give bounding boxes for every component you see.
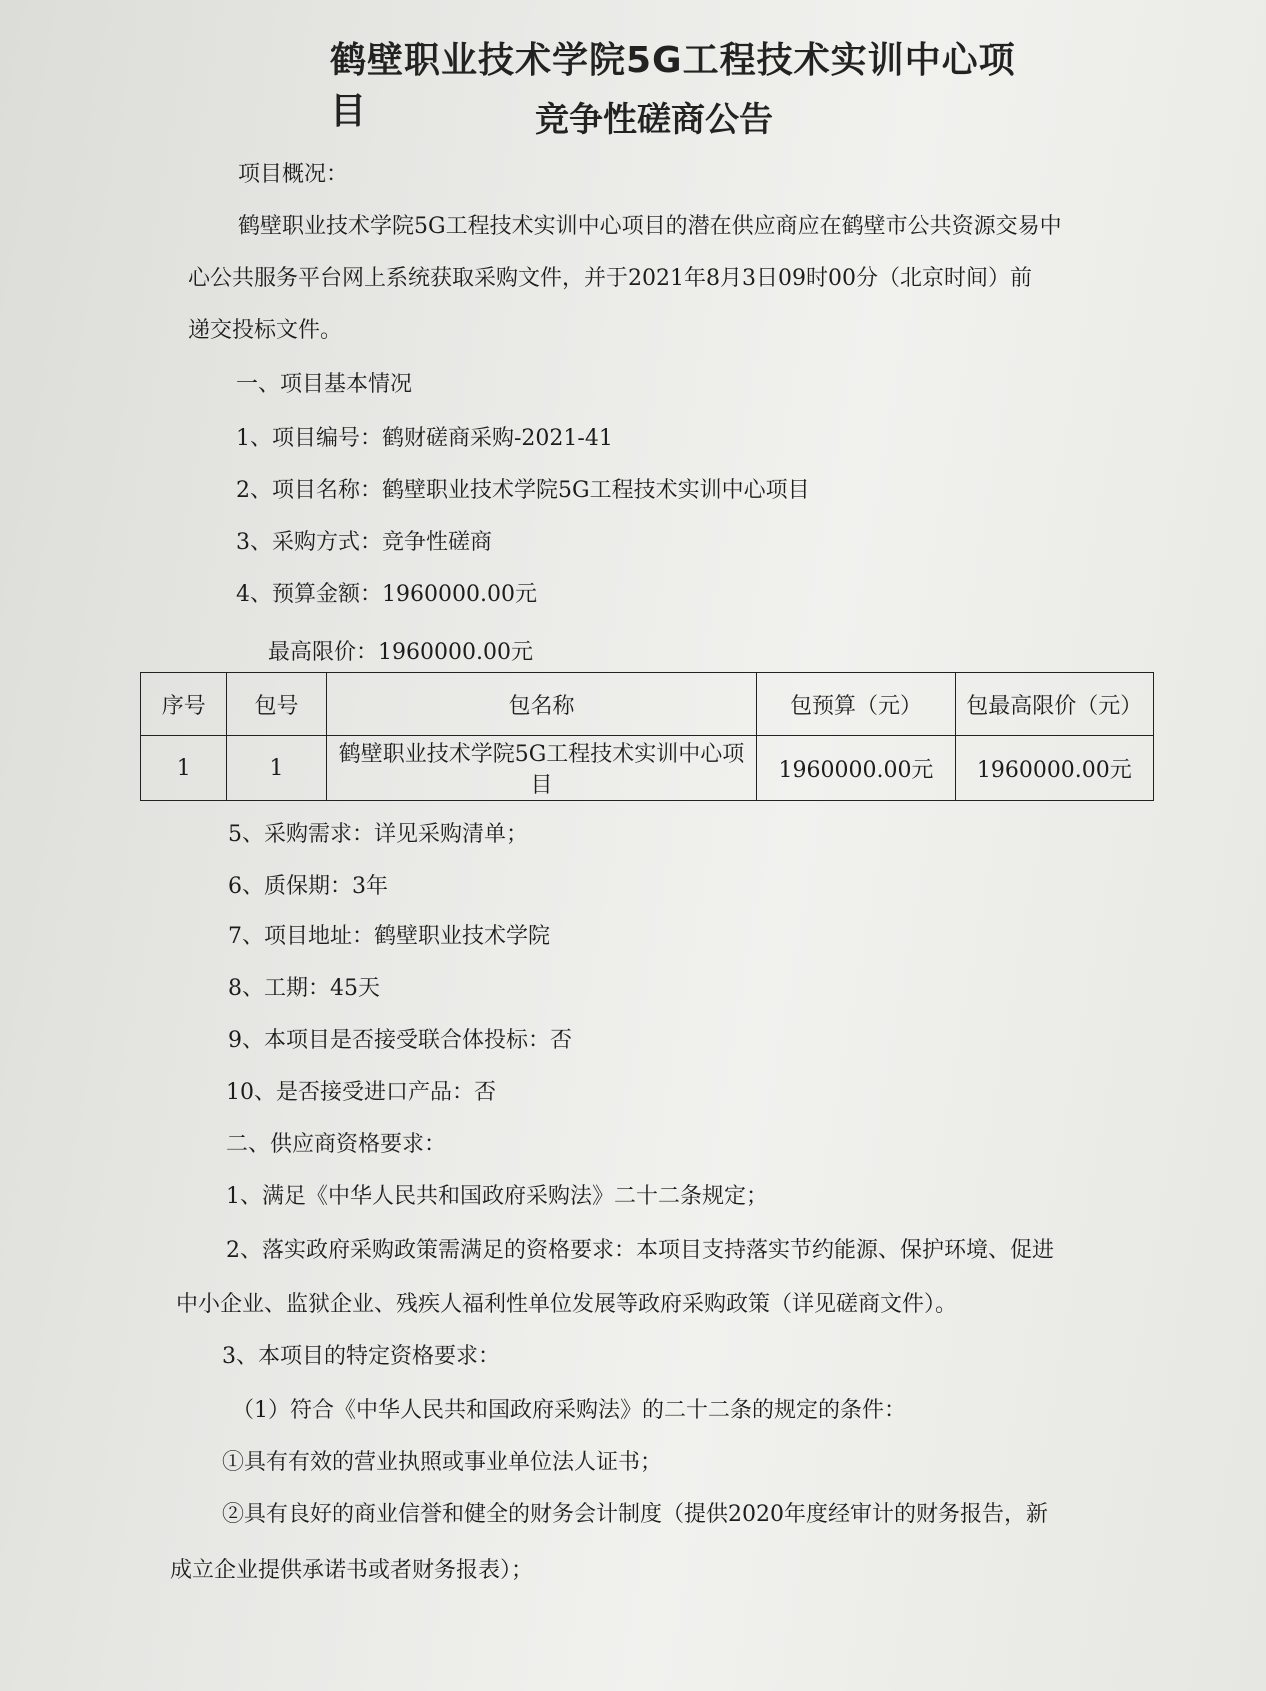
project-name: 2、项目名称：鹤壁职业技术学院5G工程技术实训中心项目 — [236, 478, 810, 503]
qualification-item: （1）符合《中华人民共和国政府采购法》的二十二条的规定的条件： — [232, 1398, 906, 1423]
procurement-method: 3、采购方式：竞争性磋商 — [236, 530, 492, 555]
overview-line: 鹤壁职业技术学院5G工程技术实训中心项目的潜在供应商应在鹤壁市公共资源交易中 — [238, 214, 1062, 239]
table-header-cell: 序号 — [141, 673, 227, 736]
qualification-item: 中小企业、监狱企业、残疾人福利性单位发展等政府采购政策（详见磋商文件）。 — [176, 1292, 958, 1317]
requirement-item: 5、采购需求：详见采购清单； — [228, 822, 528, 847]
table-header-row — [141, 673, 1154, 736]
budget-amount: 4、预算金额：1960000.00元 — [236, 582, 537, 607]
overview-line: 心公共服务平台网上系统获取采购文件，并于2021年8月3日09时00分（北京时间）前 — [188, 266, 1032, 291]
requirement-item: 6、质保期：3年 — [228, 874, 388, 899]
table-cell: 1 — [227, 736, 326, 801]
max-price: 最高限价：1960000.00元 — [268, 640, 533, 665]
qualification-item: 2、落实政府采购政策需满足的资格要求：本项目支持落实节约能源、保护环境、促进 — [226, 1238, 1054, 1263]
overview-heading: 项目概况： — [238, 162, 349, 187]
requirement-item: 8、工期：45天 — [228, 976, 380, 1001]
table-row — [141, 736, 1154, 801]
table-header-cell: 包最高限价（元） — [955, 673, 1153, 736]
table-cell: 鹤壁职业技术学院5G工程技术实训中心项目 — [326, 736, 757, 801]
requirement-item: 9、本项目是否接受联合体投标：否 — [228, 1028, 572, 1053]
qualification-item: 1、满足《中华人民共和国政府采购法》二十二条规定； — [226, 1184, 768, 1209]
document-subtitle: 竞争性磋商公告 — [535, 100, 773, 140]
section1-heading: 一、项目基本情况 — [236, 372, 413, 397]
qualification-item: 成立企业提供承诺书或者财务报表）； — [170, 1558, 534, 1583]
table-header-cell: 包名称 — [326, 673, 757, 736]
package-table — [140, 672, 1154, 801]
requirement-item: 10、是否接受进口产品：否 — [226, 1080, 496, 1105]
document-title: 鹤壁职业技术学院5G工程技术实训中心项目 — [330, 40, 1016, 132]
table-header-cell: 包号 — [227, 673, 326, 736]
qualification-item: ②具有良好的商业信誉和健全的财务会计制度（提供2020年度经审计的财务报告，新 — [222, 1502, 1048, 1527]
qualification-item: 3、本项目的特定资格要求： — [222, 1344, 500, 1369]
table-cell: 1960000.00元 — [955, 736, 1153, 801]
project-number: 1、项目编号：鹤财磋商采购-2021-41 — [236, 426, 613, 451]
requirement-item: 7、项目地址：鹤壁职业技术学院 — [228, 924, 550, 949]
table-header-cell: 包预算（元） — [757, 673, 955, 736]
qualification-item: ①具有有效的营业执照或事业单位法人证书； — [222, 1450, 663, 1475]
section2-heading: 二、供应商资格要求： — [226, 1132, 447, 1157]
table-cell: 1 — [141, 736, 227, 801]
overview-line: 递交投标文件。 — [188, 318, 343, 343]
table-cell: 1960000.00元 — [757, 736, 955, 801]
